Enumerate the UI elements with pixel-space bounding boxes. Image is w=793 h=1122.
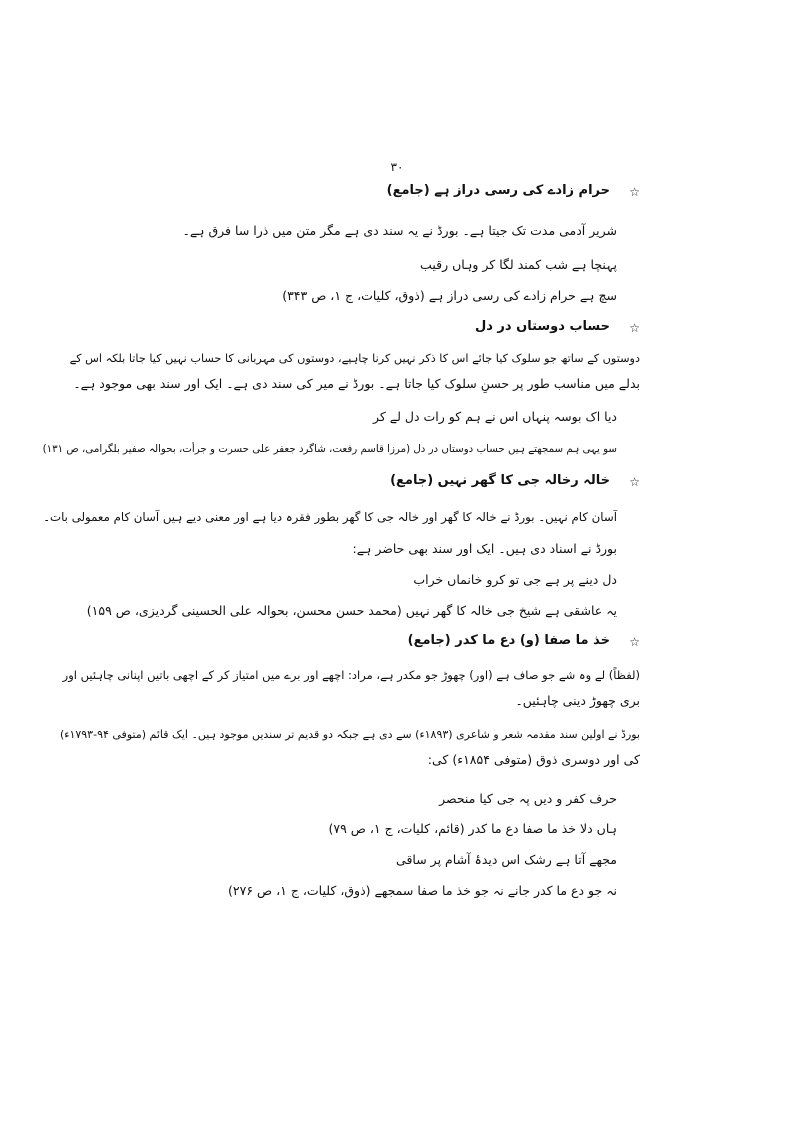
verse-line: سو یہی ہم سمجھتے ہیں حساب دوستاں در دل (مرزا قاسم رفعت، شاگرد جعفر علی حسرت و جرأت، بحوالہ صفیر بلگرامی، ص ۱۳۱) — [42, 443, 617, 455]
text-line: دوستوں کے ساتھ جو سلوک کیا جائے اس کا ذکر نہیں کرنا چاہیے، دوستوں کی مہربانی کا حساب نہیں کیا جاتا بلکہ اس کے — [69, 352, 640, 365]
star-icon: ☆ — [629, 321, 640, 335]
verse-line: دل دینے پر ہے جی تو کرو خانماں خراب — [413, 572, 617, 587]
section-heading: خذ ما صفا (و) دع ما کدر (جامع) — [407, 633, 610, 648]
verse-line: مجھے آتا ہے رشک اس دیدۂ آشام پر ساقی — [396, 852, 617, 867]
page-number: ۳۰ — [390, 160, 404, 174]
text-line: بورڈ نے اسناد دی ہیں۔ ایک اور سند بھی حاضر ہے: — [352, 541, 617, 556]
verse-line: یہ عاشقی ہے شیخ جی خالہ کا گھر نہیں (محمد حسن محسن، بحوالہ علی الحسینی گردیزی، ص ۱۵۹) — [86, 603, 617, 618]
verse-line: نہ جو دع ما کدر جانے نہ جو خذ ما صفا سمجھے (ذوق، کلیات، ج ۱، ص ۲۷۶) — [228, 883, 617, 898]
section-heading: حرام زادے کی رسی دراز ہے (جامع) — [386, 183, 610, 198]
text-line: (لفظاً) لے وہ شے جو صاف ہے (اور) چھوڑ جو مکدر ہے، مراد: اچھے اور برے میں امتیاز کر کے اچھی باتیں اپنانی چاہئیں اور — [62, 668, 640, 682]
verse-line: حرف کفر و دیں پہ جی کیا منحصر — [439, 791, 617, 806]
section-heading: خالہ رخالہ جی کا گھر نہیں (جامع) — [390, 473, 610, 488]
text-line: کی اور دوسری ذوق (متوفی ۱۸۵۴ء) کی: — [427, 752, 640, 767]
verse-line: ہاں دلا خذ ما صفا دع ما کدر (قائم، کلیات، ج ۱، ص ۷۹) — [328, 821, 617, 836]
text-line: بری چھوڑ دینی چاہئیں۔ — [515, 693, 640, 708]
star-icon: ☆ — [629, 185, 640, 199]
verse-line: دیا اک بوسہ پنہاں اس نے ہم کو رات دل لے کر — [372, 409, 617, 424]
star-icon: ☆ — [629, 475, 640, 489]
star-icon: ☆ — [629, 635, 640, 649]
text-line: بورڈ نے اولین سند مقدمہ شعر و شاعری (۱۸۹۳ء) سے دی ہے جبکہ دو قدیم تر سندیں موجود ہیں۔ ایک قائم (متوفی ۹۴-۱۷۹۳ء) — [59, 728, 640, 741]
text-line: بدلے میں مناسب طور پر حسنِ سلوک کیا جاتا ہے۔ بورڈ نے میر کی سند دی ہے۔ ایک اور سند بھی موجود ہے۔ — [73, 376, 640, 391]
section-heading: حساب دوستاں در دل — [474, 319, 610, 334]
verse-line: سچ ہے حرام زادے کی رسی دراز ہے (ذوق، کلیات، ج ۱، ص ۳۴۳) — [282, 288, 617, 303]
verse-line: پہنچا ہے شب کمند لگا کر وہاں رقیب — [420, 257, 617, 272]
text-line: آسان کام نہیں۔ بورڈ نے خالہ کا گھر اور خالہ جی کا گھر بطور فقرہ دیا ہے اور معنی دیے ہیں آسان کام معمولی بات۔ — [43, 510, 617, 524]
text-line: شریر آدمی مدت تک جیتا ہے۔ بورڈ نے یہ سند دی ہے مگر متن میں ذرا سا فرق ہے۔ — [182, 223, 617, 238]
